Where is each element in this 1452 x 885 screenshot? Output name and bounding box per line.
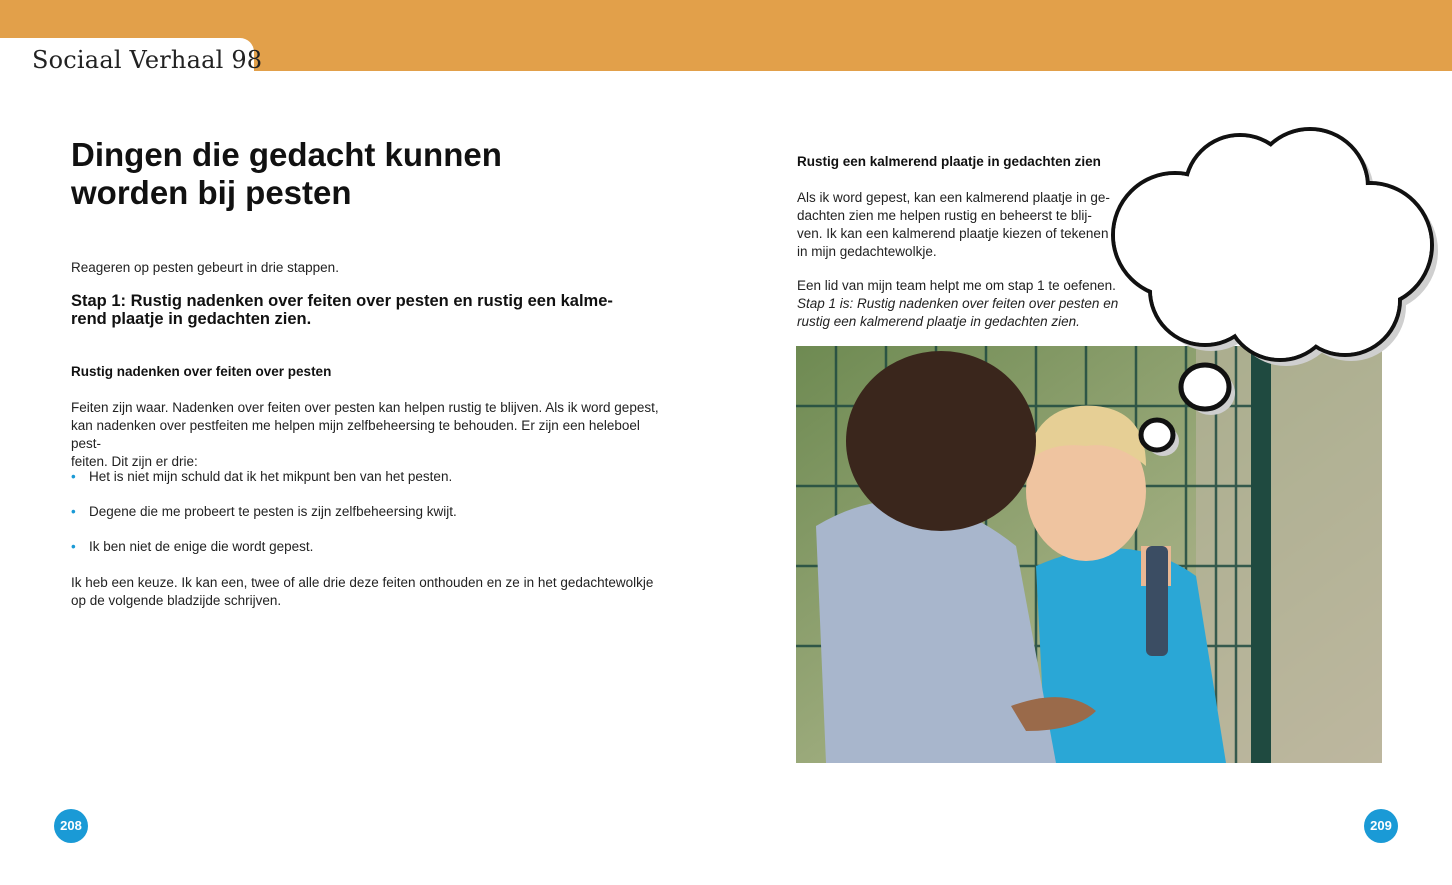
- thought-bubble-small: [1141, 420, 1173, 450]
- fact-bullet: [71, 504, 457, 519]
- facts-subheading: Rustig nadenken over feiten over pesten: [71, 364, 332, 379]
- facts-paragraph-line-3: feiten. Dit zijn er drie:: [71, 454, 198, 469]
- practice-paragraph: [797, 277, 1127, 331]
- thought-cloud: [1100, 125, 1445, 470]
- calm-picture-paragraph-line-4: in mijn gedachtewolkje.: [797, 244, 937, 259]
- calm-picture-paragraph-line-1: Als ik word gepest, kan een kalmerend plaatje in ge-: [797, 190, 1110, 205]
- page-title: [71, 136, 631, 212]
- page-title-line-1: Dingen die gedacht kunnen: [71, 136, 502, 173]
- practice-paragraph-line-2: Stap 1 is: Rustig nadenken over feiten over pesten en: [797, 296, 1119, 311]
- calm-picture-subheading: Rustig een kalmerend plaatje in gedachten zien: [797, 154, 1101, 169]
- fact-bullet-text: Het is niet mijn schuld dat ik het mikpunt ben van het pesten.: [89, 469, 453, 484]
- choice-paragraph: [71, 574, 671, 610]
- page-title-line-2: worden bij pesten: [71, 174, 352, 211]
- calm-picture-paragraph: [797, 189, 1117, 261]
- page-number-left: 208: [54, 809, 88, 843]
- facts-paragraph-line-1: Feiten zijn waar. Nadenken over feiten over pesten kan helpen rustig te blijven. Als ik word gepest,: [71, 400, 659, 415]
- thought-bubble-large: [1181, 365, 1229, 409]
- step-1-heading-line-1: Stap 1: Rustig nadenken over feiten over pesten en rustig een kalme-: [71, 292, 613, 310]
- facts-paragraph: [71, 399, 671, 471]
- bullet-dot-icon: •: [71, 504, 76, 519]
- practice-paragraph-line-3: rustig een kalmerend plaatje in gedachten zien.: [797, 314, 1080, 329]
- page-number-right: 209: [1364, 809, 1398, 843]
- facts-paragraph-line-2: kan nadenken over pestfeiten me helpen mijn zelfbeheersing te behouden. Er zijn een heleboel pest-: [71, 418, 640, 451]
- fact-bullet: [71, 469, 452, 484]
- calm-picture-paragraph-line-3: ven. Ik kan een kalmerend plaatje kiezen of tekenen: [797, 226, 1109, 241]
- step-1-heading-line-2: rend plaatje in gedachten zien.: [71, 310, 312, 328]
- child-curly-hair: [846, 351, 1036, 531]
- practice-paragraph-line-1: Een lid van mijn team helpt me om stap 1 te oefenen.: [797, 278, 1116, 293]
- step-1-heading: [71, 292, 671, 328]
- page-series-title: Sociaal Verhaal 98: [32, 46, 263, 74]
- fact-bullet: [71, 539, 313, 554]
- intro-text: Reageren op pesten gebeurt in drie stappen.: [71, 260, 339, 275]
- choice-paragraph-line-2: op de volgende bladzijde schrijven.: [71, 593, 282, 608]
- fact-bullet-text: Ik ben niet de enige die wordt gepest.: [89, 539, 314, 554]
- choice-paragraph-line-1: Ik heb een keuze. Ik kan een, twee of alle drie deze feiten onthouden en ze in het gedachtewolkje: [71, 575, 654, 590]
- calm-picture-paragraph-line-2: dachten zien me helpen rustig en beheerst te blij-: [797, 208, 1092, 223]
- bullet-dot-icon: •: [71, 539, 76, 554]
- bullet-dot-icon: •: [71, 469, 76, 484]
- fact-bullet-text: Degene die me probeert te pesten is zijn zelfbeheersing kwijt.: [89, 504, 457, 519]
